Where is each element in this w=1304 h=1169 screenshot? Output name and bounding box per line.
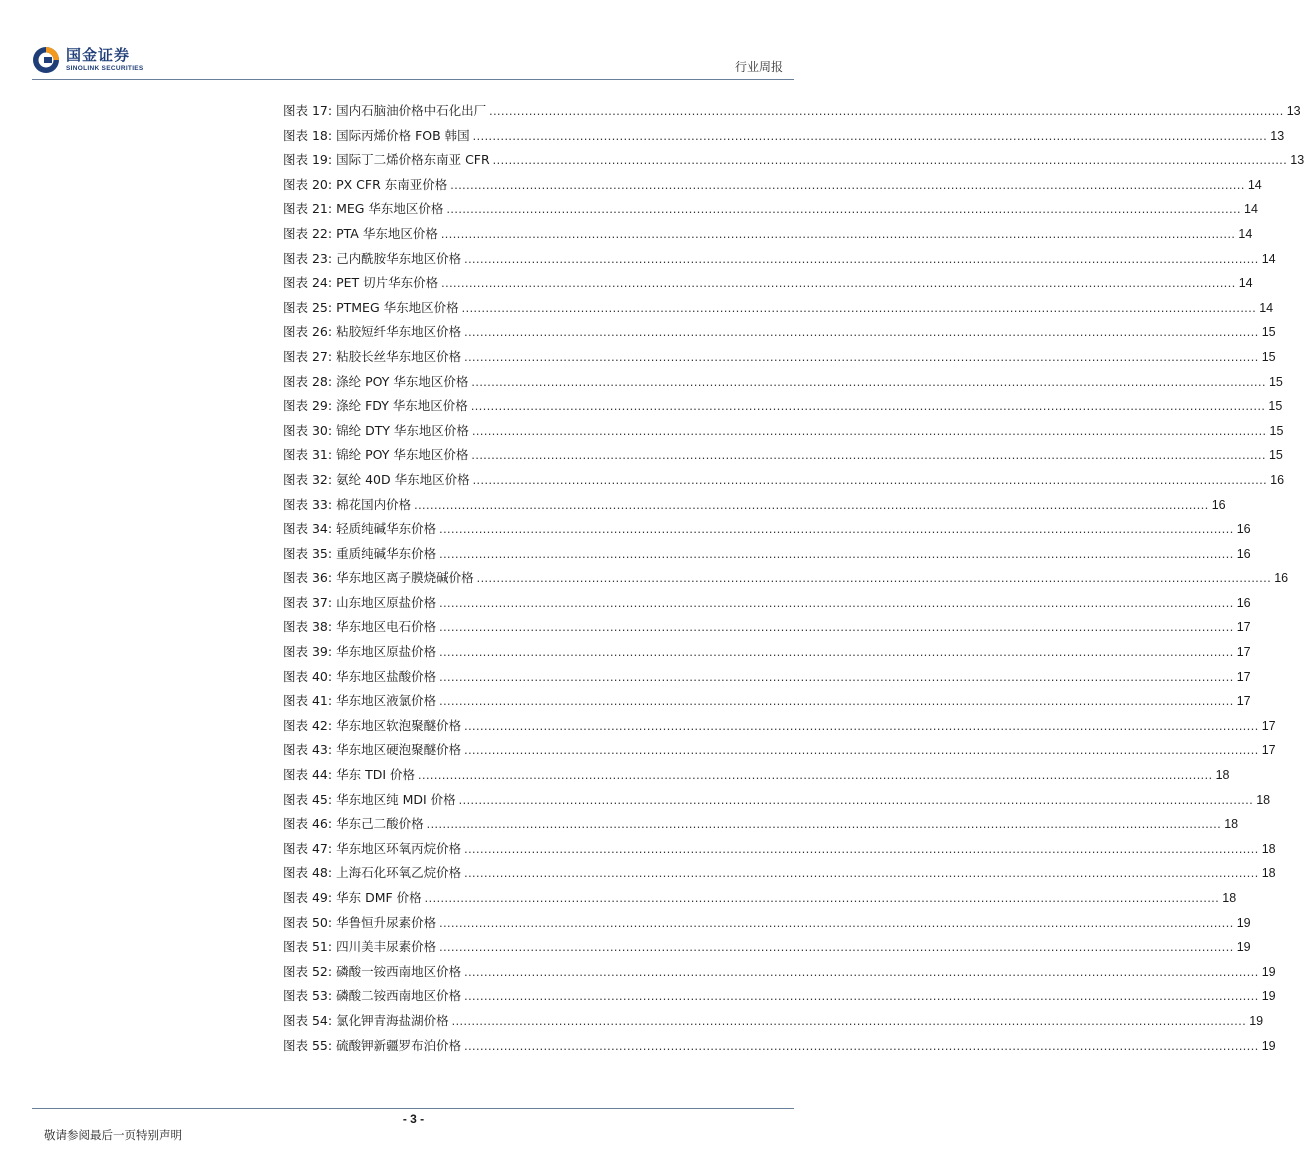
toc-entry[interactable] (283, 173, 1262, 198)
toc-entry-title: 锦纶 POY 华东地区价格 (336, 447, 469, 463)
toc-entry-label: 图表 54: (283, 1012, 333, 1028)
toc-entry-title: 己内酰胺华东地区价格 (336, 250, 462, 266)
logo-en-text: SINOLINK SECURITIES (66, 64, 144, 72)
toc-leader-dots: ........................................................................................................................................................................................................ (464, 866, 1259, 881)
toc-entry-page: 17 (1236, 645, 1251, 660)
toc-leader-dots: ........................................................................................................................................................................................................ (424, 891, 1220, 905)
toc-entry-page: 19 (1236, 940, 1251, 955)
toc-entry-title: 上海石化环氧乙烷价格 (336, 865, 462, 881)
toc-leader-dots: ........................................................................................................................................................................................................ (471, 423, 1267, 438)
toc-entry-label: 图表 38: (283, 619, 333, 635)
toc-entry-label: 图表 30: (283, 422, 333, 438)
toc-entry-title: 华东地区液氯价格 (336, 693, 437, 709)
toc-entry-title: 华东地区硬泡聚醚价格 (336, 742, 462, 758)
logo-mark-icon (32, 46, 60, 74)
toc-entry-page: 15 (1268, 374, 1283, 389)
toc-leader-dots: ........................................................................................................................................................................................................ (451, 1013, 1247, 1028)
toc-entry[interactable] (283, 197, 1258, 222)
toc-entry-page: 16 (1211, 497, 1226, 512)
toc-entry-title: 华东地区离子膜烧碱价格 (336, 570, 474, 586)
toc-leader-dots: ........................................................................................................................................................................................................ (471, 374, 1266, 389)
toc-entry[interactable] (283, 984, 1276, 1009)
toc-entry-title: 山东地区原盐价格 (336, 594, 437, 610)
toc-entry[interactable] (283, 935, 1251, 960)
toc-entry-title: 华东地区环氧丙烷价格 (336, 840, 462, 856)
toc-leader-dots: ........................................................................................................................................................................................................ (458, 792, 1254, 807)
toc-entry[interactable] (283, 960, 1276, 985)
toc-entry[interactable] (283, 714, 1276, 739)
toc-entry-label: 图表 51: (283, 939, 333, 955)
toc-entry[interactable] (283, 247, 1276, 272)
toc-entry[interactable] (283, 148, 1304, 173)
toc-leader-dots: ........................................................................................................................................................................................................ (464, 743, 1259, 758)
toc-leader-dots: ........................................................................................................................................................................................................ (464, 325, 1259, 340)
toc-entry-page: 14 (1247, 177, 1262, 192)
toc-entry-label: 图表 55: (283, 1037, 333, 1053)
toc-leader-dots: ........................................................................................................................................................................................................ (470, 399, 1266, 414)
toc-leader-dots: ........................................................................................................................................................................................................ (450, 177, 1245, 192)
toc-entry-title: 硫酸钾新疆罗布泊价格 (336, 1037, 462, 1053)
toc-entry[interactable] (283, 788, 1271, 813)
toc-entry-page: 17 (1236, 620, 1251, 635)
toc-entry-page: 14 (1261, 251, 1276, 266)
toc-leader-dots: ........................................................................................................................................................................................................ (464, 251, 1259, 266)
toc-leader-dots: ........................................................................................................................................................................................................ (439, 915, 1234, 930)
toc-entry-page: 17 (1261, 718, 1276, 733)
toc-entry[interactable] (283, 837, 1276, 862)
toc-entry[interactable] (283, 493, 1226, 518)
toc-entry-title: 华鲁恒升尿素价格 (336, 914, 437, 930)
toc-entry-label: 图表 29: (283, 398, 333, 414)
toc-entry-page: 19 (1261, 989, 1276, 1004)
toc-entry-label: 图表 23: (283, 250, 333, 266)
toc-entry-title: 重质纯碱华东价格 (336, 545, 437, 561)
toc-entry-label: 图表 48: (283, 865, 333, 881)
company-logo (32, 46, 144, 74)
toc-entry[interactable] (283, 124, 1285, 149)
toc-entry-page: 15 (1261, 349, 1276, 364)
table-of-figures (283, 99, 1304, 1058)
toc-entry[interactable] (283, 222, 1253, 247)
toc-entry[interactable] (283, 812, 1239, 837)
toc-leader-dots: ........................................................................................................................................................................................................ (439, 669, 1234, 684)
header-divider (32, 79, 794, 80)
toc-entry-page: 13 (1290, 153, 1304, 168)
toc-leader-dots: ........................................................................................................................................................................................................ (414, 497, 1209, 512)
toc-entry[interactable] (283, 886, 1237, 911)
toc-leader-dots: ........................................................................................................................................................................................................ (471, 448, 1266, 463)
toc-entry-label: 图表 42: (283, 717, 333, 733)
toc-entry-title: PTA 华东地区价格 (336, 225, 438, 241)
toc-entry-page: 18 (1215, 768, 1230, 783)
toc-entry-label: 图表 25: (283, 299, 333, 315)
toc-entry-title: 华东地区原盐价格 (336, 644, 437, 660)
toc-leader-dots: ........................................................................................................................................................................................................ (439, 694, 1234, 709)
toc-entry-page: 18 (1224, 817, 1239, 832)
toc-entry-title: PET 切片华东价格 (336, 275, 439, 291)
toc-entry-page: 15 (1268, 399, 1283, 414)
toc-entry-page: 17 (1236, 694, 1251, 709)
toc-leader-dots: ........................................................................................................................................................................................................ (441, 276, 1236, 291)
toc-leader-dots: ........................................................................................................................................................................................................ (492, 153, 1288, 168)
toc-leader-dots: ........................................................................................................................................................................................................ (439, 940, 1234, 955)
toc-entry-title: 国内石脑油价格中石化出厂 (336, 103, 487, 118)
toc-entry-page: 19 (1249, 1013, 1264, 1028)
toc-entry-page: 14 (1259, 300, 1274, 315)
toc-entry-label: 图表 47: (283, 840, 333, 856)
toc-entry[interactable] (283, 468, 1285, 493)
toc-entry-label: 图表 49: (283, 890, 333, 905)
toc-entry[interactable] (283, 345, 1276, 370)
toc-entry-label: 图表 24: (283, 275, 333, 291)
toc-entry-page: 14 (1238, 226, 1253, 241)
toc-entry-label: 图表 17: (283, 103, 333, 118)
toc-entry-label: 图表 44: (283, 767, 333, 783)
page-header (0, 0, 827, 84)
toc-leader-dots: ........................................................................................................................................................................................................ (439, 546, 1234, 561)
toc-leader-dots: ........................................................................................................................................................................................................ (426, 817, 1222, 832)
toc-entry-label: 图表 37: (283, 594, 333, 610)
toc-entry-title: 国际丁二烯价格东南亚 CFR (336, 152, 490, 168)
toc-entry[interactable] (283, 665, 1251, 690)
toc-entry-page: 18 (1261, 841, 1276, 856)
toc-leader-dots: ........................................................................................................................................................................................................ (439, 645, 1234, 660)
toc-entry-label: 图表 27: (283, 348, 333, 364)
toc-entry-title: 磷酸二铵西南地区价格 (336, 988, 462, 1004)
toc-entry-label: 图表 34: (283, 521, 333, 537)
toc-entry[interactable] (283, 763, 1230, 788)
toc-entry-title: PTMEG 华东地区价格 (336, 299, 459, 315)
toc-entry[interactable] (283, 861, 1276, 886)
toc-leader-dots: ........................................................................................................................................................................................................ (464, 718, 1259, 733)
toc-entry[interactable] (283, 566, 1289, 591)
toc-entry-label: 图表 21: (283, 201, 333, 217)
toc-entry-page: 18 (1256, 792, 1271, 807)
toc-entry-title: 涤纶 FDY 华东地区价格 (336, 398, 468, 414)
toc-entry-title: 氯化钾青海盐湖价格 (336, 1012, 449, 1028)
footer-divider (32, 1108, 794, 1109)
toc-entry-label: 图表 43: (283, 742, 333, 758)
toc-leader-dots: ........................................................................................................................................................................................................ (464, 841, 1259, 856)
toc-entry-page: 18 (1261, 866, 1276, 881)
toc-entry-page: 15 (1261, 325, 1276, 340)
toc-entry-label: 图表 26: (283, 324, 333, 340)
toc-entry-page: 16 (1236, 595, 1251, 610)
toc-entry-title: 磷酸一铵西南地区价格 (336, 963, 462, 979)
toc-entry-title: 华东 DMF 价格 (336, 890, 422, 905)
toc-entry[interactable] (283, 640, 1251, 665)
toc-entry-label: 图表 52: (283, 963, 333, 979)
toc-entry-title: 华东地区电石价格 (336, 619, 437, 635)
toc-entry-label: 图表 28: (283, 373, 333, 389)
toc-entry-label: 图表 32: (283, 471, 333, 487)
toc-entry[interactable] (283, 1009, 1264, 1034)
toc-entry[interactable] (283, 542, 1251, 567)
toc-entry-label: 图表 33: (283, 496, 333, 512)
toc-entry-page: 14 (1244, 202, 1258, 217)
toc-entry-title: 氨纶 40D 华东地区价格 (336, 471, 470, 487)
disclaimer-text: 敬请参阅最后一页特别声明 (44, 1128, 182, 1142)
toc-entry-label: 图表 41: (283, 693, 333, 709)
toc-entry-page: 19 (1261, 964, 1276, 979)
toc-entry-title: 华东己二酸价格 (336, 816, 424, 832)
toc-entry[interactable] (283, 271, 1253, 296)
toc-leader-dots: ........................................................................................................................................................................................................ (472, 128, 1268, 143)
toc-entry-label: 图表 19: (283, 152, 333, 168)
toc-entry-page: 15 (1269, 423, 1284, 438)
toc-leader-dots: ........................................................................................................................................................................................................ (464, 349, 1259, 364)
toc-entry[interactable] (283, 1034, 1276, 1059)
toc-entry-title: 华东地区软泡聚醚价格 (336, 717, 462, 733)
toc-leader-dots: ........................................................................................................................................................................................................ (439, 522, 1234, 537)
toc-entry-page: 19 (1261, 1038, 1276, 1053)
toc-entry-title: 华东地区纯 MDI 价格 (336, 791, 456, 807)
toc-entry-label: 图表 18: (283, 127, 333, 143)
toc-entry[interactable] (283, 394, 1283, 419)
toc-entry-page: 15 (1268, 448, 1283, 463)
toc-entry-title: 涤纶 POY 华东地区价格 (336, 373, 469, 389)
toc-entry-page: 18 (1222, 891, 1237, 905)
toc-entry-title: 华东地区盐酸价格 (336, 668, 437, 684)
toc-entry-title: 华东 TDI 价格 (336, 767, 415, 783)
toc-entry-label: 图表 36: (283, 570, 333, 586)
toc-entry-page: 13 (1270, 128, 1285, 143)
toc-leader-dots: ........................................................................................................................................................................................................ (446, 202, 1242, 217)
toc-entry-title: 棉花国内价格 (336, 496, 412, 512)
toc-entry-label: 图表 45: (283, 791, 333, 807)
toc-leader-dots: ........................................................................................................................................................................................................ (472, 472, 1268, 487)
toc-entry[interactable] (283, 443, 1283, 468)
toc-leader-dots: ........................................................................................................................................................................................................ (464, 989, 1259, 1004)
toc-entry[interactable] (283, 738, 1276, 763)
toc-entry[interactable] (283, 517, 1251, 542)
toc-entry-label: 图表 22: (283, 225, 333, 241)
toc-entry-title: 粘胶长丝华东地区价格 (336, 348, 462, 364)
toc-entry-label: 图表 46: (283, 816, 333, 832)
toc-entry[interactable] (283, 419, 1284, 444)
toc-entry[interactable] (283, 689, 1251, 714)
toc-entry-page: 13 (1286, 104, 1301, 118)
toc-entry-label: 图表 40: (283, 668, 333, 684)
page-number: - 3 - (402, 1112, 425, 1126)
toc-leader-dots: ........................................................................................................................................................................................................ (440, 226, 1236, 241)
toc-entry-label: 图表 50: (283, 914, 333, 930)
toc-leader-dots: ........................................................................................................................................................................................................ (418, 768, 1213, 783)
toc-entry-page: 16 (1236, 522, 1251, 537)
toc-entry-label: 图表 53: (283, 988, 333, 1004)
toc-entry[interactable] (283, 591, 1251, 616)
toc-entry-title: MEG 华东地区价格 (336, 201, 444, 217)
toc-entry-title: 四川美丰尿素价格 (336, 939, 437, 955)
toc-entry-label: 图表 39: (283, 644, 333, 660)
toc-entry[interactable] (283, 296, 1274, 321)
toc-leader-dots: ........................................................................................................................................................................................................ (464, 964, 1259, 979)
toc-entry-label: 图表 31: (283, 447, 333, 463)
toc-leader-dots: ........................................................................................................................................................................................................ (439, 620, 1234, 635)
toc-entry[interactable] (283, 320, 1276, 345)
report-type: 行业周报 (734, 60, 783, 74)
toc-entry-page: 14 (1238, 276, 1253, 291)
toc-leader-dots: ........................................................................................................................................................................................................ (461, 300, 1257, 315)
toc-entry-page: 16 (1274, 571, 1289, 586)
toc-leader-dots: ........................................................................................................................................................................................................ (439, 595, 1234, 610)
toc-entry-title: 粘胶短纤华东地区价格 (336, 324, 462, 340)
toc-entry[interactable] (283, 370, 1283, 395)
toc-entry-title: 锦纶 DTY 华东地区价格 (336, 422, 469, 438)
logo-cn-text: 国金证券 (66, 45, 131, 64)
toc-leader-dots: ........................................................................................................................................................................................................ (476, 571, 1272, 586)
toc-entry-page: 17 (1261, 743, 1276, 758)
toc-entry[interactable] (283, 615, 1251, 640)
toc-entry-label: 图表 20: (283, 176, 333, 192)
toc-entry-title: PX CFR 东南亚价格 (336, 176, 448, 192)
toc-entry-label: 图表 35: (283, 545, 333, 561)
toc-entry-title: 国际丙烯价格 FOB 韩国 (336, 127, 470, 143)
toc-entry-page: 19 (1236, 915, 1251, 930)
toc-entry-page: 17 (1236, 669, 1251, 684)
toc-leader-dots: ........................................................................................................................................................................................................ (464, 1038, 1259, 1053)
toc-entry-page: 16 (1270, 472, 1285, 487)
toc-entry-page: 16 (1236, 546, 1251, 561)
toc-leader-dots: ........................................................................................................................................................................................................ (489, 104, 1284, 118)
toc-entry[interactable] (283, 99, 1301, 124)
toc-entry[interactable] (283, 911, 1251, 936)
toc-entry-title: 轻质纯碱华东价格 (336, 521, 437, 537)
